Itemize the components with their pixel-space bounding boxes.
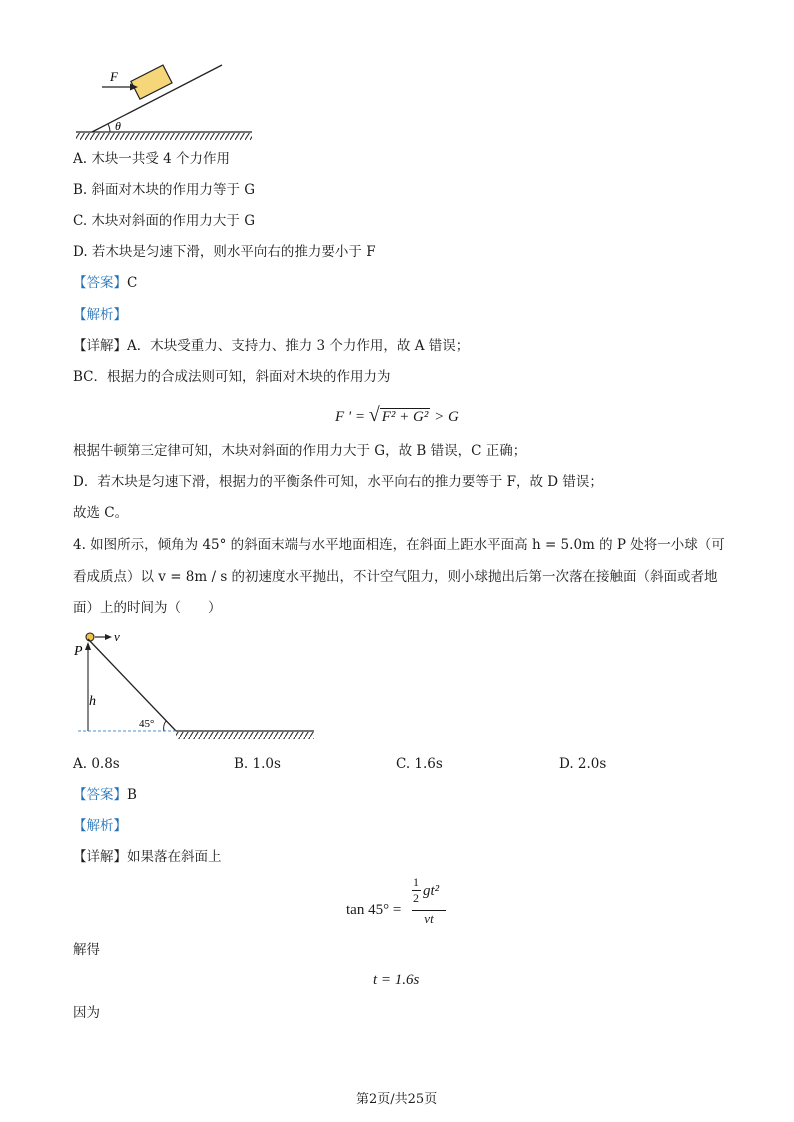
- detail-a-text: A．木块受重力、支持力、推力 3 个力作用，故 A 错误；: [127, 338, 470, 354]
- q3-formula: [335, 404, 459, 430]
- ground-hatch: [176, 732, 314, 739]
- force-label: F: [110, 69, 118, 84]
- q3-answer: [73, 274, 137, 292]
- q4-stem-line-3: 面）上的时间为（ ）: [73, 600, 222, 616]
- angle-label: θ: [115, 119, 121, 133]
- ground-hatch: [76, 133, 252, 140]
- half-top: 1: [413, 875, 419, 889]
- slope-line: [88, 639, 176, 731]
- answer-value: B: [127, 787, 137, 803]
- formula1-fraction: [412, 877, 446, 927]
- formula1-denominator: vt: [424, 911, 434, 926]
- height-label: h: [89, 694, 96, 709]
- formula-lhs: F ' =: [335, 409, 365, 425]
- q3-detail-a: [73, 337, 469, 355]
- q4-option-c: C. 1.6s: [396, 756, 443, 772]
- q4-stem-line-2: 看成质点）以 v = 8m / s 的初速度水平抛出，不计空气阻力，则小球抛出后第一次落在接触面（斜面或者地: [73, 569, 718, 585]
- detail-tag: 【详解】: [73, 338, 127, 354]
- velocity-label: v: [114, 629, 120, 644]
- q4-answer: [73, 786, 137, 804]
- incline-block-figure: [70, 60, 260, 145]
- height-arrowhead: [85, 642, 91, 650]
- answer-value: C: [127, 275, 138, 291]
- q4-formula-2: t = 1.6s: [373, 972, 420, 988]
- ball: [86, 633, 94, 641]
- projectile-incline-figure: [70, 625, 320, 743]
- q4-stem-line-1: 4. 如图所示，倾角为 45° 的斜面末端与水平地面相连，在斜面上距水平面高 h = 5.0m 的 P 处将一小球（可: [73, 537, 725, 553]
- q3-option-b: B. 斜面对木块的作用力等于 G: [73, 182, 256, 198]
- q4-because-label: 因为: [73, 1005, 100, 1021]
- q3-detail-d: D．若木块是匀速下滑，根据力的平衡条件可知，水平向右的推力要等于 F，故 D 错误；: [73, 474, 603, 490]
- q3-option-c: C. 木块对斜面的作用力大于 G: [73, 213, 256, 229]
- q4-analysis-tag: 【解析】: [73, 818, 127, 834]
- point-label: P: [74, 644, 83, 659]
- half-bottom: 2: [413, 891, 419, 905]
- q3-option-d: D. 若木块是匀速下滑，则水平向右的推力要小于 F: [73, 244, 376, 260]
- q4-detail-1: [73, 848, 222, 866]
- formula-radicand: F² + G²: [381, 409, 429, 425]
- angle-label: 45°: [139, 718, 155, 730]
- angle-arc: [164, 721, 166, 731]
- page-footer: 第2页/共25页: [356, 1092, 438, 1107]
- q3-detail-bc2: 根据牛顿第三定律可知，木块对斜面的作用力大于 G，故 B 错误，C 正确；: [73, 443, 527, 459]
- answer-tag: 【答案】: [73, 787, 127, 803]
- q3-conclusion: 故选 C。: [73, 505, 129, 521]
- formula1-lhs: tan 45° =: [346, 902, 402, 918]
- q3-detail-bc: BC．根据力的合成法则可知，斜面对木块的作用力为: [73, 369, 391, 385]
- velocity-arrowhead: [105, 634, 112, 640]
- formula-rhs: > G: [434, 409, 459, 425]
- angle-arc: [108, 124, 110, 132]
- sqrt-sign: √: [368, 404, 380, 426]
- q3-analysis-tag: 【解析】: [73, 307, 127, 323]
- q4-option-b: B. 1.0s: [234, 756, 281, 772]
- q4-option-a: A. 0.8s: [73, 756, 120, 772]
- q3-option-a: A. 木块一共受 4 个力作用: [73, 151, 231, 167]
- detail-1-text: 如果落在斜面上: [127, 849, 222, 865]
- q4-option-d: D. 2.0s: [559, 756, 607, 772]
- formula1-numerator: [412, 877, 446, 910]
- detail-tag: 【详解】: [73, 849, 127, 865]
- answer-tag: 【答案】: [73, 275, 127, 291]
- q4-solve-label: 解得: [73, 942, 100, 958]
- num-rest: gt²: [423, 883, 440, 899]
